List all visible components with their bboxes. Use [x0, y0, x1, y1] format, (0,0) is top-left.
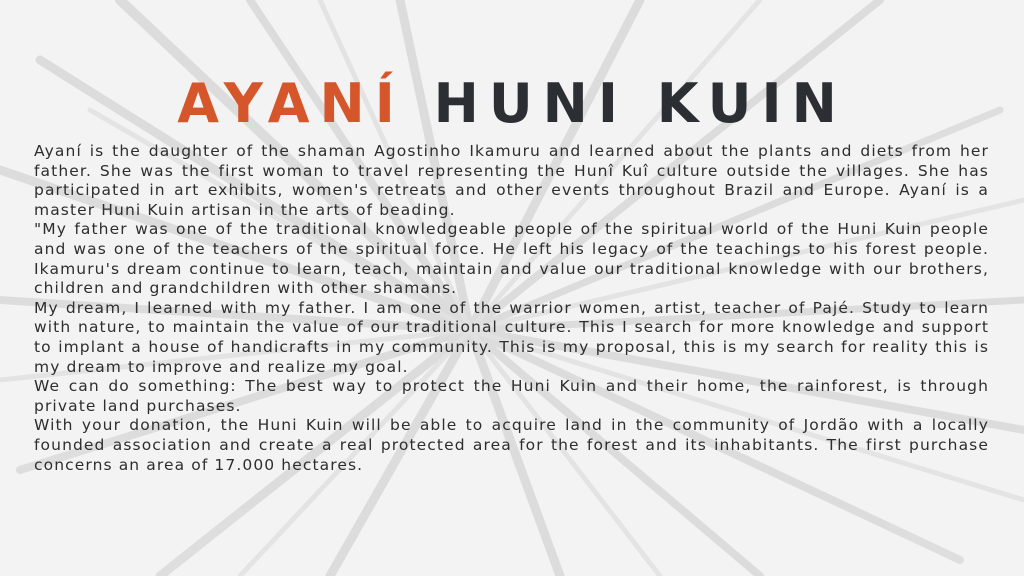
paragraph-dream: My dream, I learned with my father. I am one of the warrior women, artist, teacher of Pajé. Study to learn with nature, to maintain the value of our traditional culture. This I search for more knowledge and support to implant a house of handicrafts in my community. This is my proposal, this is my search for reality this is my dream to improve and realize my goal. [34, 298, 989, 376]
title-first-name: AYANÍ [177, 72, 405, 135]
title-last-name: HUNI KUIN [433, 72, 847, 135]
paragraph-father-quote: "My father was one of the traditional knowledgeable people of the spiritual world of the Huni Kuin people and was one of the teachers of the spiritual force. He left his legacy of the teachings to his forest people. Ikamuru's dream continue to learn, teach, maintain and value our traditional knowledge with our brothers, children and grandchildren with other shamans. [34, 220, 989, 298]
paragraph-intro: Ayaní is the daughter of the shaman Agostinho Ikamuru and learned about the plants and diets from her father. She was the first woman to travel representing the Hunî Kuî culture outside the villages. She has participated in art exhibits, women's retreats and other events throughout Brazil and Europe. Ayaní is a master Huni Kuin artisan in the arts of beading. [34, 142, 989, 219]
paragraph-donation: With your donation, the Huni Kuin will be able to acquire land in the community of Jordão with a locally founded association and create a real protected area for the forest and its inhabitants. The first purchase concerns an area of 17.000 hectares. [34, 416, 989, 474]
page-title [0, 70, 1024, 138]
biography-text [34, 142, 989, 475]
paragraph-call-to-action: We can do something: The best way to protect the Huni Kuin and their home, the rainforest, is through private land purchases. [34, 377, 989, 415]
